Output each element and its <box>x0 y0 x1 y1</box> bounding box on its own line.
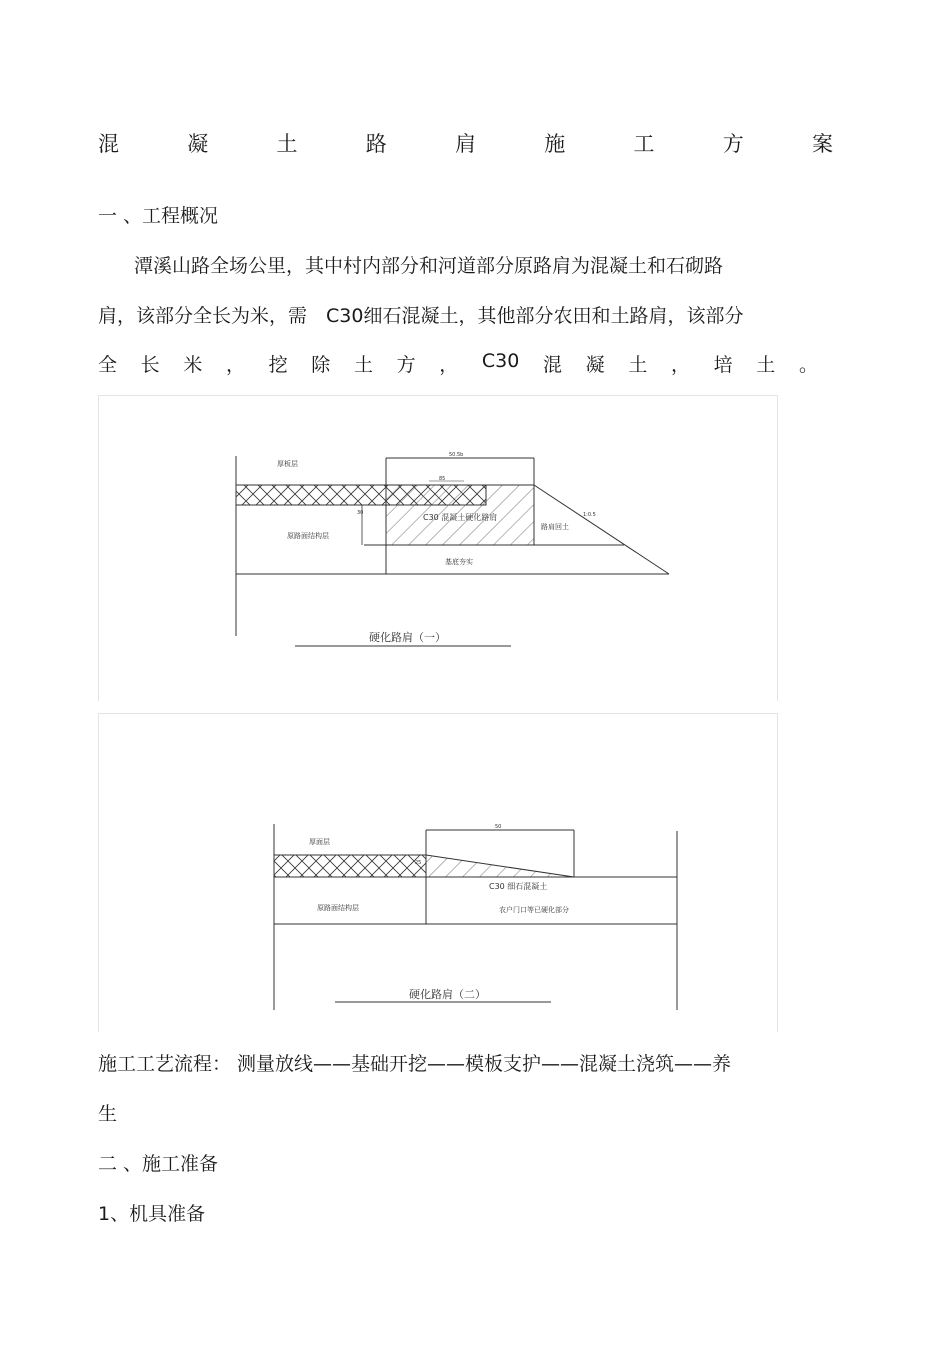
surface-layer-hatch-2 <box>274 855 426 877</box>
label-base: 原路面结构层 <box>287 532 329 540</box>
process-line-2: 生 <box>98 1103 118 1125</box>
label-existing: 农户门口等已硬化部分 <box>499 906 569 914</box>
section-heading-1: 一 、工程概况 <box>98 205 219 227</box>
figure-2-drawing <box>99 714 777 1032</box>
title-char: 凝 <box>187 132 209 156</box>
paragraph-line-3-token: 除 <box>311 354 331 376</box>
label-base-2: 原路面结构层 <box>317 904 359 912</box>
label-inner-dim: 85 <box>439 476 446 482</box>
section-heading-2: 二 、施工准备 <box>98 1153 219 1175</box>
figure-1-drawing <box>99 396 777 701</box>
label-concrete-2: C30 细石混凝土 <box>489 882 548 891</box>
label-edge-2: 25 <box>415 860 422 866</box>
title-char: 路 <box>365 132 387 156</box>
label-surface: 厚板层 <box>277 460 298 468</box>
paragraph-line-3-token: 混 <box>543 354 563 376</box>
paragraph-line-3 <box>98 350 818 377</box>
paragraph-line-1: 潭溪山路全场公里，其中村内部分和河道部分原路肩为混凝土和石砌路 <box>134 255 724 277</box>
title-char: 方 <box>722 132 744 156</box>
title-char: 混 <box>98 132 119 156</box>
label-backfill: 路肩回土 <box>541 523 569 531</box>
title-char: 工 <box>633 132 655 156</box>
paragraph-line-3-token: ， <box>225 354 245 376</box>
paragraph-line-3-token: 土 <box>353 354 373 376</box>
paragraph-line-3-token: 挖 <box>268 354 288 376</box>
figure-2-caption: 硬化路肩（二） <box>409 988 486 1001</box>
figure-shoulder-2 <box>98 713 778 1032</box>
document-title <box>98 128 833 158</box>
label-slope: 1:0.5 <box>583 512 596 518</box>
figure-1-caption: 硬化路肩（一） <box>369 631 446 644</box>
label-top-dim-2: 50 <box>495 824 502 830</box>
paragraph-line-3-token: 土 <box>628 354 648 376</box>
paragraph-line-3-token: 土 <box>756 354 776 376</box>
paragraph-line-3-token: 全 <box>98 354 118 376</box>
title-char: 案 <box>812 132 833 156</box>
title-char: 土 <box>276 132 298 156</box>
label-concrete: C30 混凝土硬化路肩 <box>423 513 498 522</box>
paragraph-line-3-token: 培 <box>713 354 733 376</box>
paragraph-line-3-token: 。 <box>798 354 818 376</box>
figure-shoulder-1 <box>98 395 778 701</box>
paragraph-line-3-token: 米 <box>183 354 203 376</box>
label-surface-2: 厚面层 <box>309 838 330 846</box>
item-heading-1: 1、机具准备 <box>98 1203 206 1225</box>
label-top-dim: 50.5b <box>449 452 464 458</box>
paragraph-line-2: 肩，该部分全长为米，需 C30细石混凝土，其他部分农田和土路肩，该部分 <box>98 305 744 327</box>
label-subgrade: 基底夯实 <box>445 558 473 566</box>
paragraph-line-3-token: ， <box>439 354 459 376</box>
paragraph-line-3-token: 凝 <box>585 354 605 376</box>
concrete-wedge <box>426 855 574 877</box>
paragraph-line-3-token: 方 <box>396 354 416 376</box>
title-char: 施 <box>544 132 566 156</box>
label-edge: 30 <box>357 510 364 516</box>
paragraph-line-3-token: C30 <box>481 350 520 372</box>
title-char: 肩 <box>455 132 476 156</box>
paragraph-line-3-token: 长 <box>140 354 160 376</box>
paragraph-line-3-token: ， <box>670 354 690 376</box>
process-line-1: 施工工艺流程： 测量放线——基础开挖——模板支护——混凝土浇筑——养 <box>98 1053 732 1075</box>
